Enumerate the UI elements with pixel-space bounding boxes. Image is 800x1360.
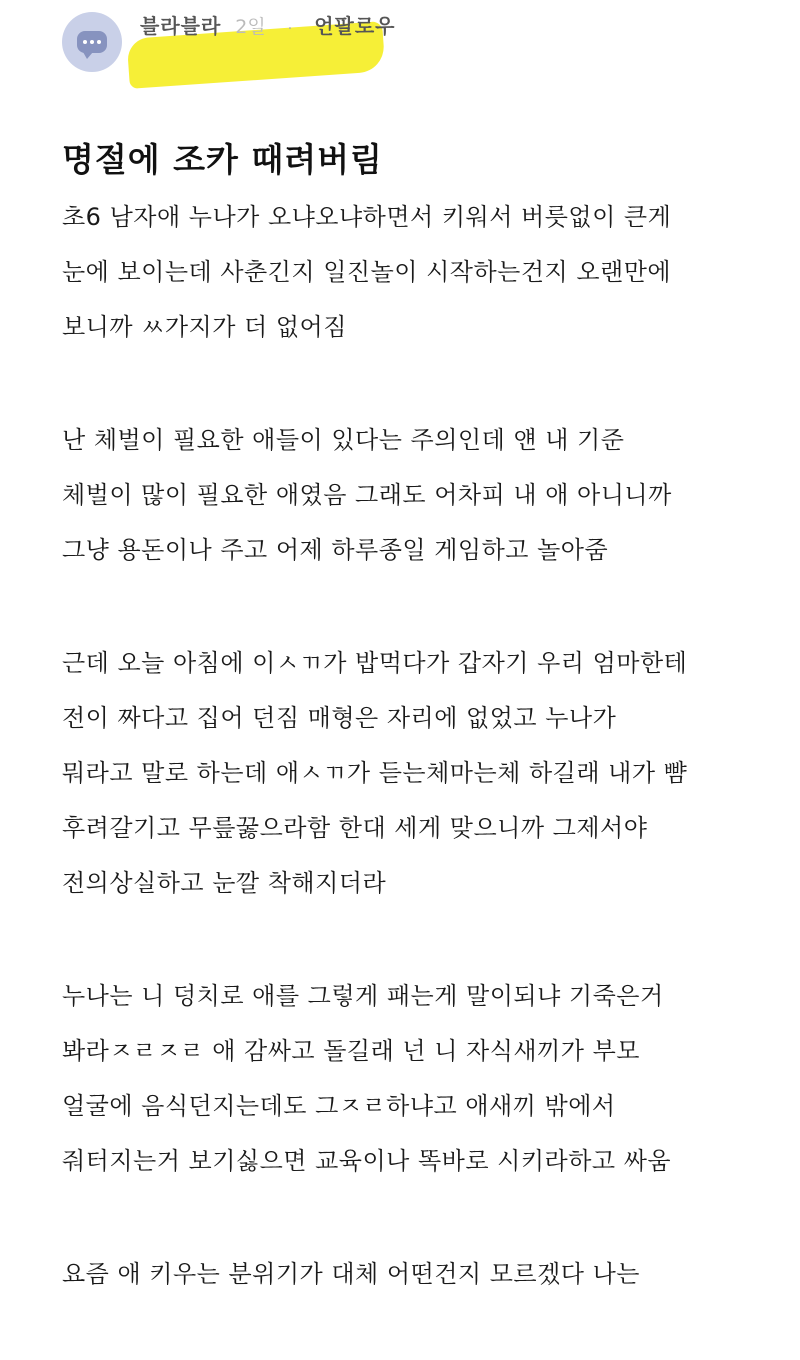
body-line: 초6 남자애 누나가 오냐오냐하면서 키워서 버릇없이 큰게	[62, 203, 672, 231]
post-header	[0, 0, 800, 100]
meta-separator: ·	[287, 21, 293, 37]
body-line: 근데 오늘 아침에 이ㅅㄲ가 밥먹다가 갑자기 우리 엄마한테	[62, 649, 688, 677]
body-line: 줘터지는거 보기싫으면 교육이나 똑바로 시키라하고 싸움	[62, 1147, 672, 1175]
body-line: 봐라ㅈㄹㅈㄹ 애 감싸고 돌길래 넌 니 자식새끼가 부모	[62, 1037, 640, 1065]
post-paragraph	[62, 969, 782, 1189]
body-line: 전의상실하고 눈깔 착해지더라	[62, 869, 387, 897]
body-line: 눈에 보이는데 사춘긴지 일진놀이 시작하는건지 오랜만에	[62, 258, 672, 286]
body-line: 누나는 니 덩치로 애를 그렇게 패는게 말이되냐 기죽은거	[62, 982, 664, 1010]
body-line: 뭐라고 말로 하는데 애ㅅㄲ가 듣는체마는체 하길래 내가 뺨	[62, 759, 688, 787]
chat-bubble-icon	[77, 31, 107, 53]
body-line: 얼굴에 음식던지는데도 그ㅈㄹ하냐고 애새끼 밖에서	[62, 1092, 616, 1120]
post-paragraph	[62, 1247, 782, 1302]
body-line: 보니까 ㅆ가지가 더 없어짐	[62, 313, 347, 341]
body-line: 체벌이 많이 필요한 애였음 그래도 어차피 내 애 아니니까	[62, 481, 672, 509]
unfollow-button[interactable]: 언팔로우	[314, 14, 396, 38]
avatar[interactable]	[62, 12, 122, 72]
post-time: 2일	[235, 16, 266, 38]
post-meta	[140, 10, 395, 39]
post-title: 명절에 조카 때려버림	[62, 140, 383, 179]
body-line: 후려갈기고 무릎꿇으라함 한대 세게 맞으니까 그제서야	[62, 814, 648, 842]
body-line: 난 체벌이 필요한 애들이 있다는 주의인데 얜 내 기준	[62, 426, 625, 454]
post-paragraph	[62, 636, 782, 911]
body-line: 그냥 용돈이나 주고 어제 하루종일 게임하고 놀아줌	[62, 536, 609, 564]
author-name[interactable]: 블라블라	[140, 14, 222, 38]
post-paragraph	[62, 413, 782, 578]
body-line: 전이 짜다고 집어 던짐 매형은 자리에 없었고 누나가	[62, 704, 617, 732]
body-line: 요즘 애 키우는 분위기가 대체 어떤건지 모르겠다 나는	[62, 1260, 640, 1288]
post-paragraph	[62, 190, 782, 355]
post-body	[62, 190, 782, 1360]
